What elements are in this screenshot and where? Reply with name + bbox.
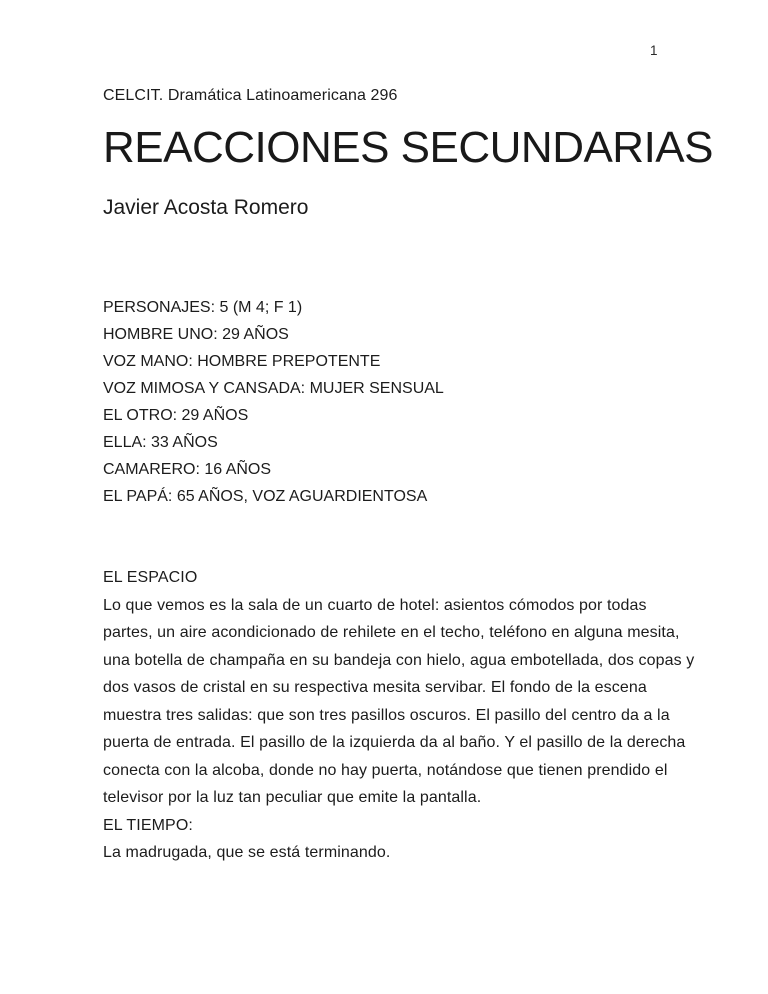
space-heading: EL ESPACIO	[103, 569, 198, 586]
time-heading: EL TIEMPO:	[103, 816, 193, 834]
document-content	[103, 0, 714, 867]
page-title: REACCIONES SECUNDARIAS	[103, 123, 714, 172]
time-line: La madrugada, que se está terminando.	[103, 844, 391, 861]
paragraph-line: puerta de entrada. El pasillo de la izquierda da al baño. Y el pasillo de la derecha	[103, 734, 686, 751]
page-number: 1	[650, 43, 658, 58]
paragraph-line: partes, un aire acondicionado de rehilete en el techo, teléfono en alguna mesita,	[103, 624, 680, 641]
author-name: Javier Acosta Romero	[103, 196, 309, 219]
character-line: ELLA: 33 AÑOS	[103, 434, 218, 451]
character-line: PERSONAJES: 5 (M 4; F 1)	[103, 299, 303, 316]
character-line: EL OTRO: 29 AÑOS	[103, 407, 249, 424]
paragraph-line: muestra tres salidas: que son tres pasillos oscuros. El pasillo del centro da a la	[103, 706, 670, 724]
paragraph-line: conecta con la alcoba, donde no hay puerta, notándose que tienen prendido el	[103, 761, 668, 779]
paragraph-line: televisor por la luz tan peculiar que emite la pantalla.	[103, 789, 482, 806]
space-section	[103, 564, 703, 867]
paragraph-line: Lo que vemos es la sala de un cuarto de hotel: asientos cómodos por todas	[103, 596, 647, 614]
character-line: EL PAPÁ: 65 AÑOS, VOZ AGUARDIENTOSA	[103, 488, 428, 505]
character-line: VOZ MIMOSA Y CANSADA: MUJER SENSUAL	[103, 380, 444, 397]
space-paragraph	[103, 592, 703, 812]
character-line: HOMBRE UNO: 29 AÑOS	[103, 326, 289, 343]
paragraph-line: una botella de champaña en su bandeja con hielo, agua embotellada, dos copas y	[103, 651, 695, 669]
paragraph-line: dos vasos de cristal en su respectiva mesita servibar. El fondo de la escena	[103, 679, 647, 696]
series-kicker: CELCIT. Dramática Latinoamericana 296	[103, 87, 398, 104]
character-line: VOZ MANO: HOMBRE PREPOTENTE	[103, 353, 381, 370]
character-line: CAMARERO: 16 AÑOS	[103, 461, 272, 478]
character-list	[103, 294, 703, 510]
